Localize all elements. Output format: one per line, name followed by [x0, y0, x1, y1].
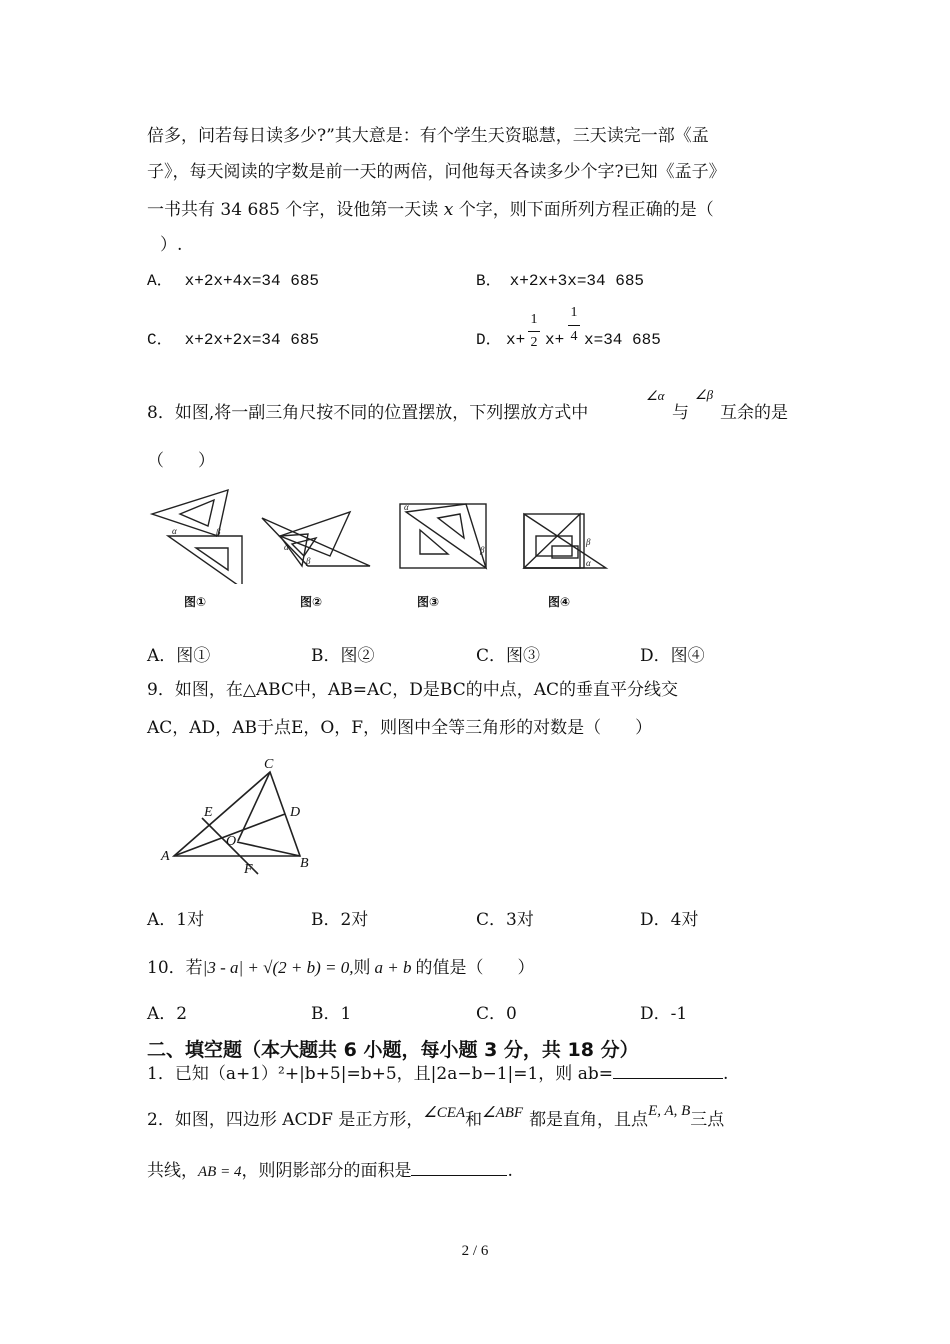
q8-stem: 8．如图,将一副三角尺按不同的位置摆放，下列摆放方式中: [147, 403, 589, 423]
frac1-denominator: 2: [530, 335, 538, 350]
q10-option-a: A．2: [147, 1004, 188, 1024]
q10-option-d: D．-1: [640, 1004, 688, 1024]
figure-4-caption: 图④: [548, 595, 571, 609]
f2-line1: 2．如图，四边形 ACDF 是正方形，∠CEA和∠ABF 都是直角，且点E, A, B三点: [147, 1103, 725, 1130]
fig4-beta: β: [586, 537, 591, 547]
point-d: D: [290, 805, 301, 820]
q10-stem: 10．若|3 - a| + √(2 + b) = 0,则 a + b 的值是（ ）: [147, 958, 535, 978]
q7-line1: 倍多，问若每日读多少?”其大意是：有个学生天资聪慧，三天读完一部《孟: [147, 126, 709, 146]
fig3-alpha: α: [404, 502, 409, 512]
q9-option-a: A．1对: [147, 910, 205, 930]
f2-line2: 共线，AB = 4，则阴影部分的面积是 .: [147, 1161, 513, 1181]
frac1-bar: [528, 331, 540, 332]
frac2-bar: [568, 325, 580, 326]
q8-figures: [140, 484, 620, 584]
frac2-denominator: 4: [570, 329, 578, 344]
q8-option-a: A．图①: [147, 646, 211, 666]
q10-option-b: B．1: [311, 1004, 352, 1024]
f2-answer-blank[interactable]: [411, 1161, 507, 1176]
point-a: A: [161, 849, 170, 864]
point-o: O: [226, 834, 237, 849]
figure-2-caption: 图②: [300, 595, 323, 609]
fig1-beta: β: [216, 527, 221, 537]
q7-line4: ）.: [160, 235, 183, 255]
q7-option-d-post: x=34 685: [584, 331, 661, 349]
fig1-alpha: α: [172, 526, 177, 536]
q8-alpha: ∠α: [646, 388, 665, 403]
q7-option-b: B． x+2x+3x=34 685: [476, 272, 645, 290]
point-f: F: [244, 862, 253, 877]
figure-3-caption: 图③: [417, 595, 440, 609]
q8-option-b: B．图②: [311, 646, 375, 666]
q9-line2: AC，AD，AB于点E，O，F，则图中全等三角形的对数是（ ）: [147, 718, 653, 738]
q8-option-c: C．图③: [476, 646, 541, 666]
q7-option-d-pre: x+: [506, 331, 526, 349]
q8-beta: ∠β: [695, 387, 714, 402]
point-b: B: [300, 856, 309, 871]
figure-4: [524, 514, 606, 568]
q9-option-c: C．3对: [476, 910, 534, 930]
q9-option-d: D．4对: [640, 910, 699, 930]
figure-1: [152, 490, 242, 584]
q8-stem-end: 互余的是: [720, 403, 788, 423]
q9-option-b: B．2对: [311, 910, 369, 930]
q8-paren: （ ）: [147, 451, 215, 471]
frac2-numerator: 1: [570, 305, 578, 320]
point-c: C: [264, 757, 274, 772]
q7-option-c: C． x+2x+2x=34 685: [147, 331, 320, 349]
q9-line1: 9．如图，在△ABC中，AB=AC，D是BC的中点，AC的垂直平分线交: [147, 680, 679, 700]
page-number: 2 / 6: [461, 1243, 489, 1259]
figure-3: [400, 504, 486, 568]
q7-line2: 子》，每天阅读的字数是前一天的两倍，问他每天各读多少个字?已知《孟子》: [147, 162, 726, 182]
q10-option-c: C．0: [476, 1004, 517, 1024]
f1-answer-blank[interactable]: [613, 1064, 723, 1079]
point-e: E: [204, 805, 213, 820]
q8-and: 与: [672, 403, 689, 423]
q7-line3: 一书共有 34 685 个字，设他第一天读 x 个字，则下面所列方程正确的是（: [147, 200, 714, 220]
q7-option-d-mid: x+: [545, 331, 565, 349]
fig3-beta: β: [480, 545, 485, 555]
f1-line: 1．已知（a+1）²+|b+5|=b+5，且|2a−b−1|=1，则 ab= .: [147, 1064, 729, 1084]
q7-option-a: A． x+2x+4x=34 685: [147, 272, 320, 290]
fig2-beta: β: [306, 556, 311, 566]
fig4-alpha: α: [586, 558, 591, 568]
figure-1-caption: 图①: [184, 595, 207, 609]
frac1-numerator: 1: [530, 312, 538, 327]
q7-option-d-label: D．: [476, 331, 502, 349]
figure-2: [262, 512, 370, 566]
section2-title: 二、填空题（本大题共 6 小题，每小题 3 分，共 18 分）: [147, 1039, 639, 1061]
q8-option-d: D．图④: [640, 646, 705, 666]
fig2-alpha: α: [284, 542, 289, 552]
